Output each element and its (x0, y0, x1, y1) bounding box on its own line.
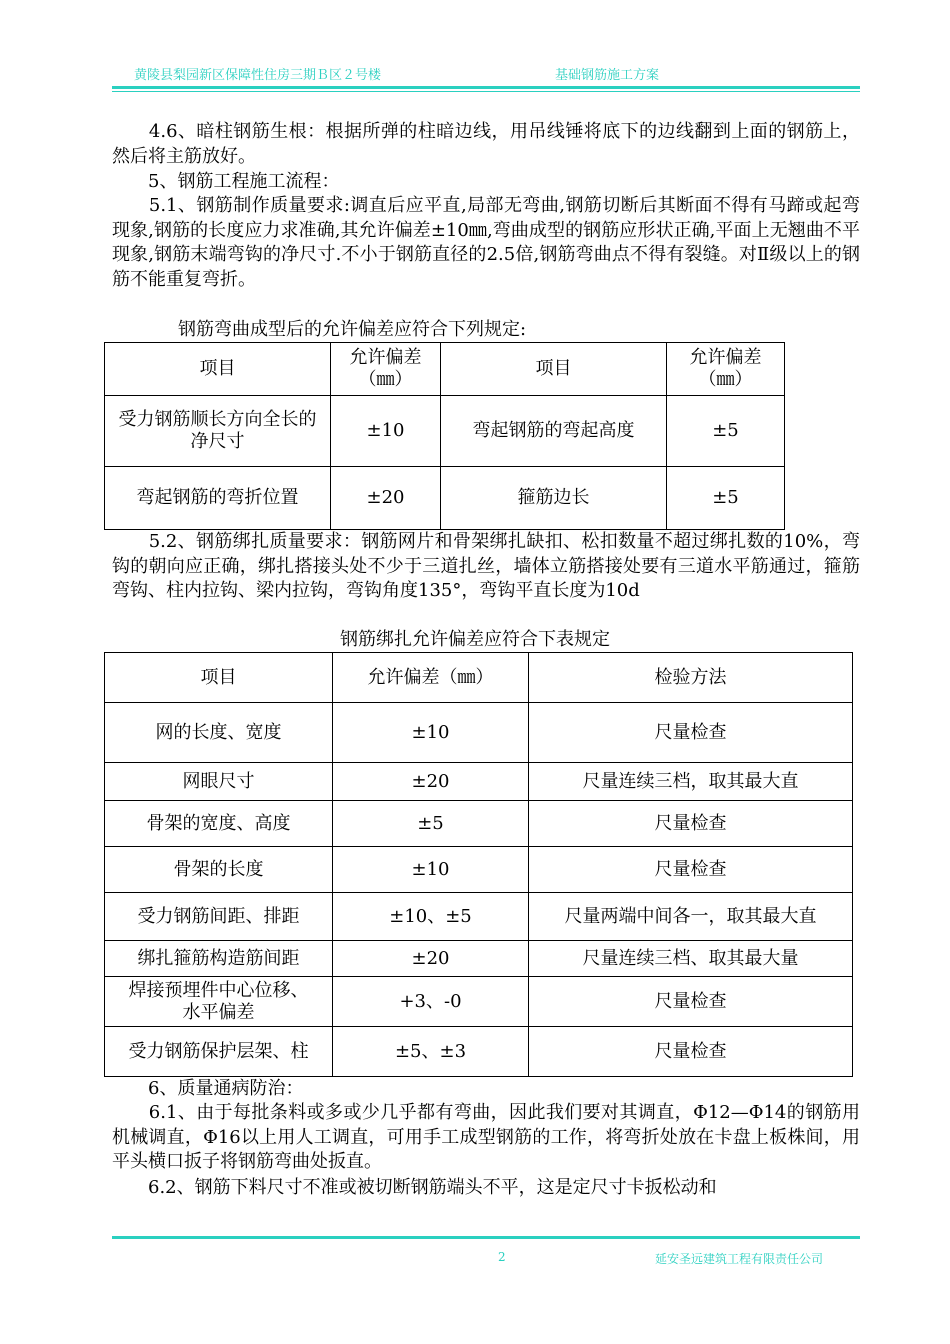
table-row (105, 847, 853, 893)
table-row (105, 1027, 853, 1077)
table2-caption: 钢筋绑扎允许偏差应符合下表规定 (340, 629, 610, 650)
table-cell: 弯起钢筋的弯起高度 (441, 396, 667, 467)
footer-company-name: 延安圣远建筑工程有限责任公司 (655, 1252, 824, 1266)
table-header-row (105, 653, 853, 703)
paragraph-5: 5、钢筋工程施工流程： (112, 171, 340, 192)
table-cell: ±10 (333, 847, 529, 893)
table-cell: ±20 (331, 467, 441, 530)
table-cell: 受力钢筋保护层架、柱 (105, 1027, 333, 1077)
table-cell: ±10 (331, 396, 441, 467)
header-project-name: 黄陵县梨园新区保障性住房三期Ｂ区２号楼 (134, 68, 382, 83)
table-cell: 绑扎箍筋构造筋间距 (105, 941, 333, 977)
table-row (105, 763, 853, 801)
table-header-cell: 项目 (105, 343, 331, 396)
table-cell: 网的长度、宽度 (105, 703, 333, 763)
table-header-cell: 允许偏差（㎜） (333, 653, 529, 703)
table-cell: 箍筋边长 (441, 467, 667, 530)
table-cell: 焊接预埋件中心位移、水平偏差 (105, 977, 333, 1027)
table-header-cell: 允许偏差 （㎜） (331, 343, 441, 396)
paragraph-6: 6、质量通病防治： (112, 1078, 304, 1099)
table-cell: 网眼尺寸 (105, 763, 333, 801)
paragraph-5-1: 5.1、钢筋制作质量要求:调直后应平直,局部无弯曲,钢筋切断后其断面不得有马蹄或起弯现象,钢筋的长度应力求准确,其允许偏差±10㎜,弯曲成型的钢筋应形状正确,平面上无翘曲不平现象,钢筋末端弯钩的净尺寸.不小于钢筋直径的2.5倍,钢筋弯曲点不得有裂缝。对Ⅱ级以上的钢筋不能重复弯折。 (112, 195, 860, 290)
table-cell: 尺量检查 (529, 977, 853, 1027)
table-cell: ±5 (667, 396, 785, 467)
table-cell: 骨架的宽度、高度 (105, 801, 333, 847)
table-header-cell: 检验方法 (529, 653, 853, 703)
paragraph-6-2: 6.2、钢筋下料尺寸不准或被切断钢筋端头不平，这是定尺寸卡扳松动和 (112, 1177, 717, 1198)
paragraph-4-6: 4.6、暗柱钢筋生根：根据所弹的柱暗边线，用吊线锤将底下的边线翻到上面的钢筋上，然后将主筋放好。 (112, 121, 860, 167)
table-cell: 尺量检查 (529, 847, 853, 893)
table-row (105, 941, 853, 977)
table-cell: 弯起钢筋的弯折位置 (105, 467, 331, 530)
table-cell: ±20 (333, 763, 529, 801)
table-cell: ±10、±5 (333, 893, 529, 941)
table-cell: 尺量检查 (529, 703, 853, 763)
header-rule (112, 86, 860, 89)
footer-rule (112, 1236, 860, 1239)
table-row (105, 893, 853, 941)
table-header-row (105, 343, 785, 396)
table-cell: 受力钢筋顺长方向全长的净尺寸 (105, 396, 331, 467)
table-cell: ±5 (667, 467, 785, 530)
paragraph-5-2: 5.2、钢筋绑扎质量要求：钢筋网片和骨架绑扎缺扣、松扣数量不超过绑扎数的10%，弯钩的朝向应正确，绑扎搭接头处不少于三道扎丝，墙体立筋搭接处要有三道水平筋通过，箍筋弯钩、柱内拉钩、梁内拉钩，弯钩角度135°，弯钩平直长度为10d (112, 531, 860, 601)
table-cell: 尺量检查 (529, 1027, 853, 1077)
table-cell: 尺量两端中间各一，取其最大直 (529, 893, 853, 941)
header-rule-thin (112, 91, 860, 92)
table-cell: ±5 (333, 801, 529, 847)
table-row (105, 801, 853, 847)
bend-tolerance-table (104, 342, 785, 530)
table-row (105, 467, 785, 530)
paragraph-6-1: 6.1、由于每批条料或多或少几乎都有弯曲，因此我们要对其调直，Φ12—Φ14的钢筋用机械调直，Φ16以上用人工调直，可用手工成型钢筋的工作，将弯折处放在卡盘上板株间，用平头横口扳子将钢筋弯曲处扳直。 (112, 1102, 860, 1172)
table-row (105, 396, 785, 467)
table-cell: 骨架的长度 (105, 847, 333, 893)
header-document-title: 基础钢筋施工方案 (555, 68, 660, 83)
table-cell: ±5、±3 (333, 1027, 529, 1077)
table-header-cell: 项目 (105, 653, 333, 703)
table-cell: ±10 (333, 703, 529, 763)
table-cell: 尺量检查 (529, 801, 853, 847)
table-header-cell: 项目 (441, 343, 667, 396)
table-cell: 尺量连续三档、取其最大量 (529, 941, 853, 977)
table-row (105, 977, 853, 1027)
table-row (105, 703, 853, 763)
table-cell: 受力钢筋间距、排距 (105, 893, 333, 941)
table-cell: 尺量连续三档，取其最大直 (529, 763, 853, 801)
table-cell: +3、-0 (333, 977, 529, 1027)
table1-caption: 钢筋弯曲成型后的允许偏差应符合下列规定: (178, 319, 527, 340)
table-header-cell: 允许偏差 （㎜） (667, 343, 785, 396)
table-cell: ±20 (333, 941, 529, 977)
page-number: 2 (498, 1250, 506, 1264)
binding-tolerance-table (104, 652, 853, 1077)
